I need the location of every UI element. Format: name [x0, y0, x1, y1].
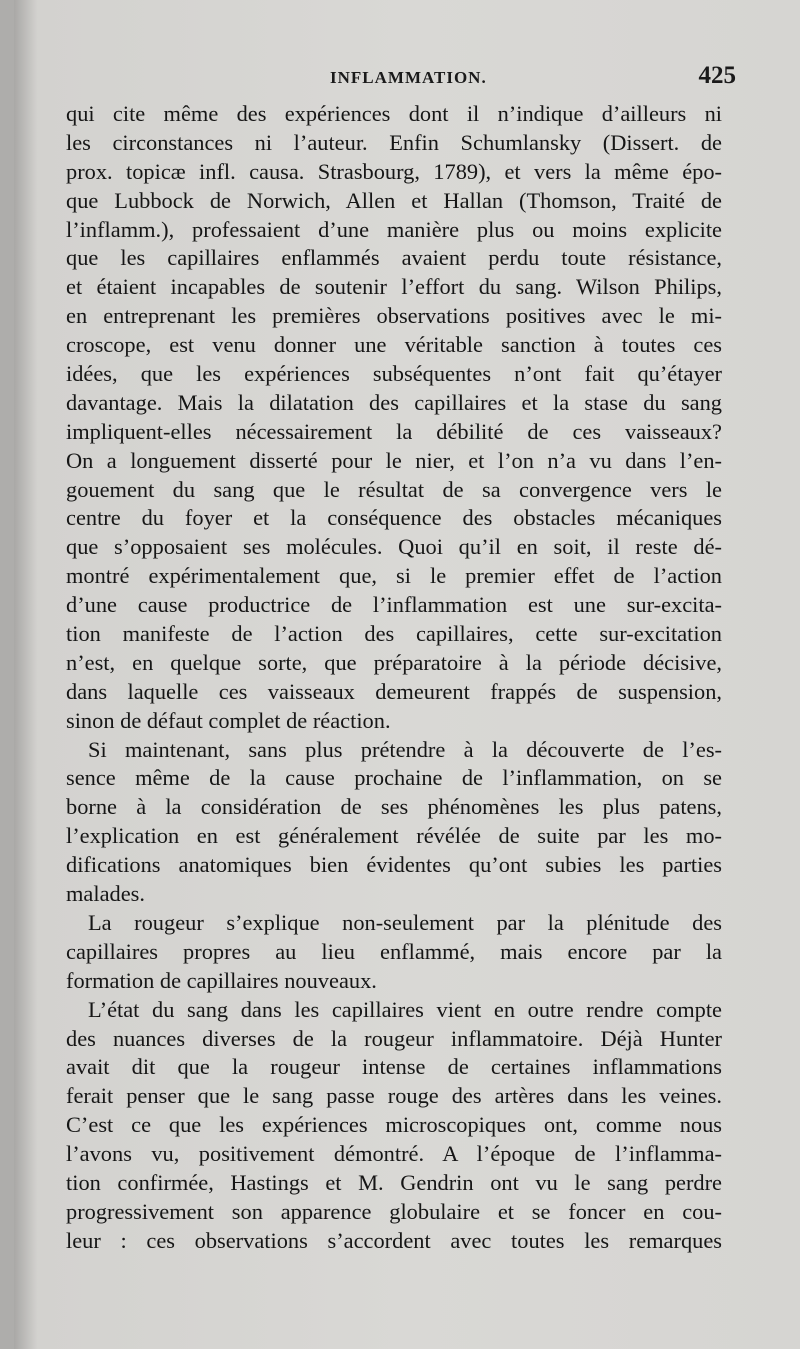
text-line: capillaires propres au lieu enflammé, mais encore par la	[66, 938, 722, 964]
text-line: sinon de défaut complet de réaction.	[66, 707, 391, 733]
text-line: et étaient incapables de soutenir l’effort du sang. Wilson Philips,	[66, 274, 722, 300]
text-line: formation de capillaires nouveaux.	[66, 967, 377, 993]
text-line: n’est, en quelque sorte, que préparatoire à la période décisive,	[66, 649, 722, 675]
text-line: sence même de la cause prochaine de l’inflammation, on se	[66, 765, 722, 791]
body-text	[66, 100, 722, 1256]
text-line: gouement du sang que le résultat de sa convergence vers le	[66, 476, 722, 502]
text-line: dans laquelle ces vaisseaux demeurent frappés de suspension,	[66, 678, 722, 704]
text-line: tion confirmée, Hastings et M. Gendrin ont vu le sang perdre	[66, 1169, 722, 1195]
text-line: L’état du sang dans les capillaires vient en outre rendre compte	[88, 996, 722, 1022]
text-line: que les capillaires enflammés avaient perdu toute résistance,	[66, 245, 722, 271]
text-line: difications anatomiques bien évidentes qu’ont subies les parties	[66, 852, 722, 878]
text-line: tion manifeste de l’action des capillaires, cette sur-excitation	[66, 621, 722, 647]
text-line: C’est ce que les expériences microscopiques ont, comme nous	[66, 1112, 722, 1138]
text-line: que s’opposaient ses molécules. Quoi qu’il en soit, il reste dé-	[66, 534, 722, 560]
text-line: l’avons vu, positivement démontré. A l’époque de l’inflamma-	[66, 1141, 722, 1167]
text-line: leur : ces observations s’accordent avec toutes les remarques	[66, 1227, 722, 1253]
text-line: Si maintenant, sans plus prétendre à la découverte de l’es-	[88, 736, 722, 762]
text-line: qui cite même des expériences dont il n’indique d’ailleurs ni	[66, 101, 722, 126]
page-header	[80, 62, 736, 92]
text-line: progressivement son apparence globulaire et se foncer en cou-	[66, 1198, 722, 1224]
text-line: borne à la considération de ses phénomènes les plus patens,	[66, 794, 722, 820]
text-line: l’inflamm.), professaient d’une manière plus ou moins explicite	[66, 216, 722, 242]
text-line: les circonstances ni l’auteur. Enfin Schumlansky (Dissert. de	[66, 129, 722, 155]
text-line: des nuances diverses de la rougeur inflammatoire. Déjà Hunter	[66, 1025, 722, 1051]
text-line: que Lubbock de Norwich, Allen et Hallan (Thomson, Traité de	[66, 187, 722, 213]
text-line: d’une cause productrice de l’inflammation est une sur-excita-	[66, 592, 722, 618]
text-line: La rougeur s’explique non-seulement par la plénitude des	[88, 909, 722, 935]
text-line: croscope, est venu donner une véritable sanction à toutes ces	[66, 332, 722, 358]
text-line: davantage. Mais la dilatation des capillaires et la stase du sang	[66, 389, 722, 415]
text-line: l’explication en est généralement révélée de suite par les mo-	[66, 823, 722, 849]
text-line: avait dit que la rougeur intense de certaines inflammations	[66, 1054, 722, 1080]
text-line: ferait penser que le sang passe rouge des artères dans les veines.	[66, 1083, 722, 1109]
text-line: malades.	[66, 881, 145, 907]
page-number: 425	[698, 62, 736, 89]
text-line: On a longuement disserté pour le nier, et l’on n’a vu dans l’en-	[66, 447, 722, 473]
text-line: montré expérimentalement que, si le premier effet de l’action	[66, 563, 722, 589]
text-line: prox. topicæ infl. causa. Strasbourg, 1789), et vers la même épo-	[66, 158, 722, 184]
text-line: idées, que les expériences subséquentes n’ont fait qu’étayer	[66, 361, 722, 387]
text-line: centre du foyer et la conséquence des obstacles mécaniques	[66, 505, 722, 531]
running-title: INFLAMMATION.	[330, 68, 487, 87]
text-line: en entreprenant les premières observations positives avec le mi-	[66, 303, 722, 329]
text-line: impliquent-elles nécessairement la débilité de ces vaisseaux?	[66, 418, 722, 444]
